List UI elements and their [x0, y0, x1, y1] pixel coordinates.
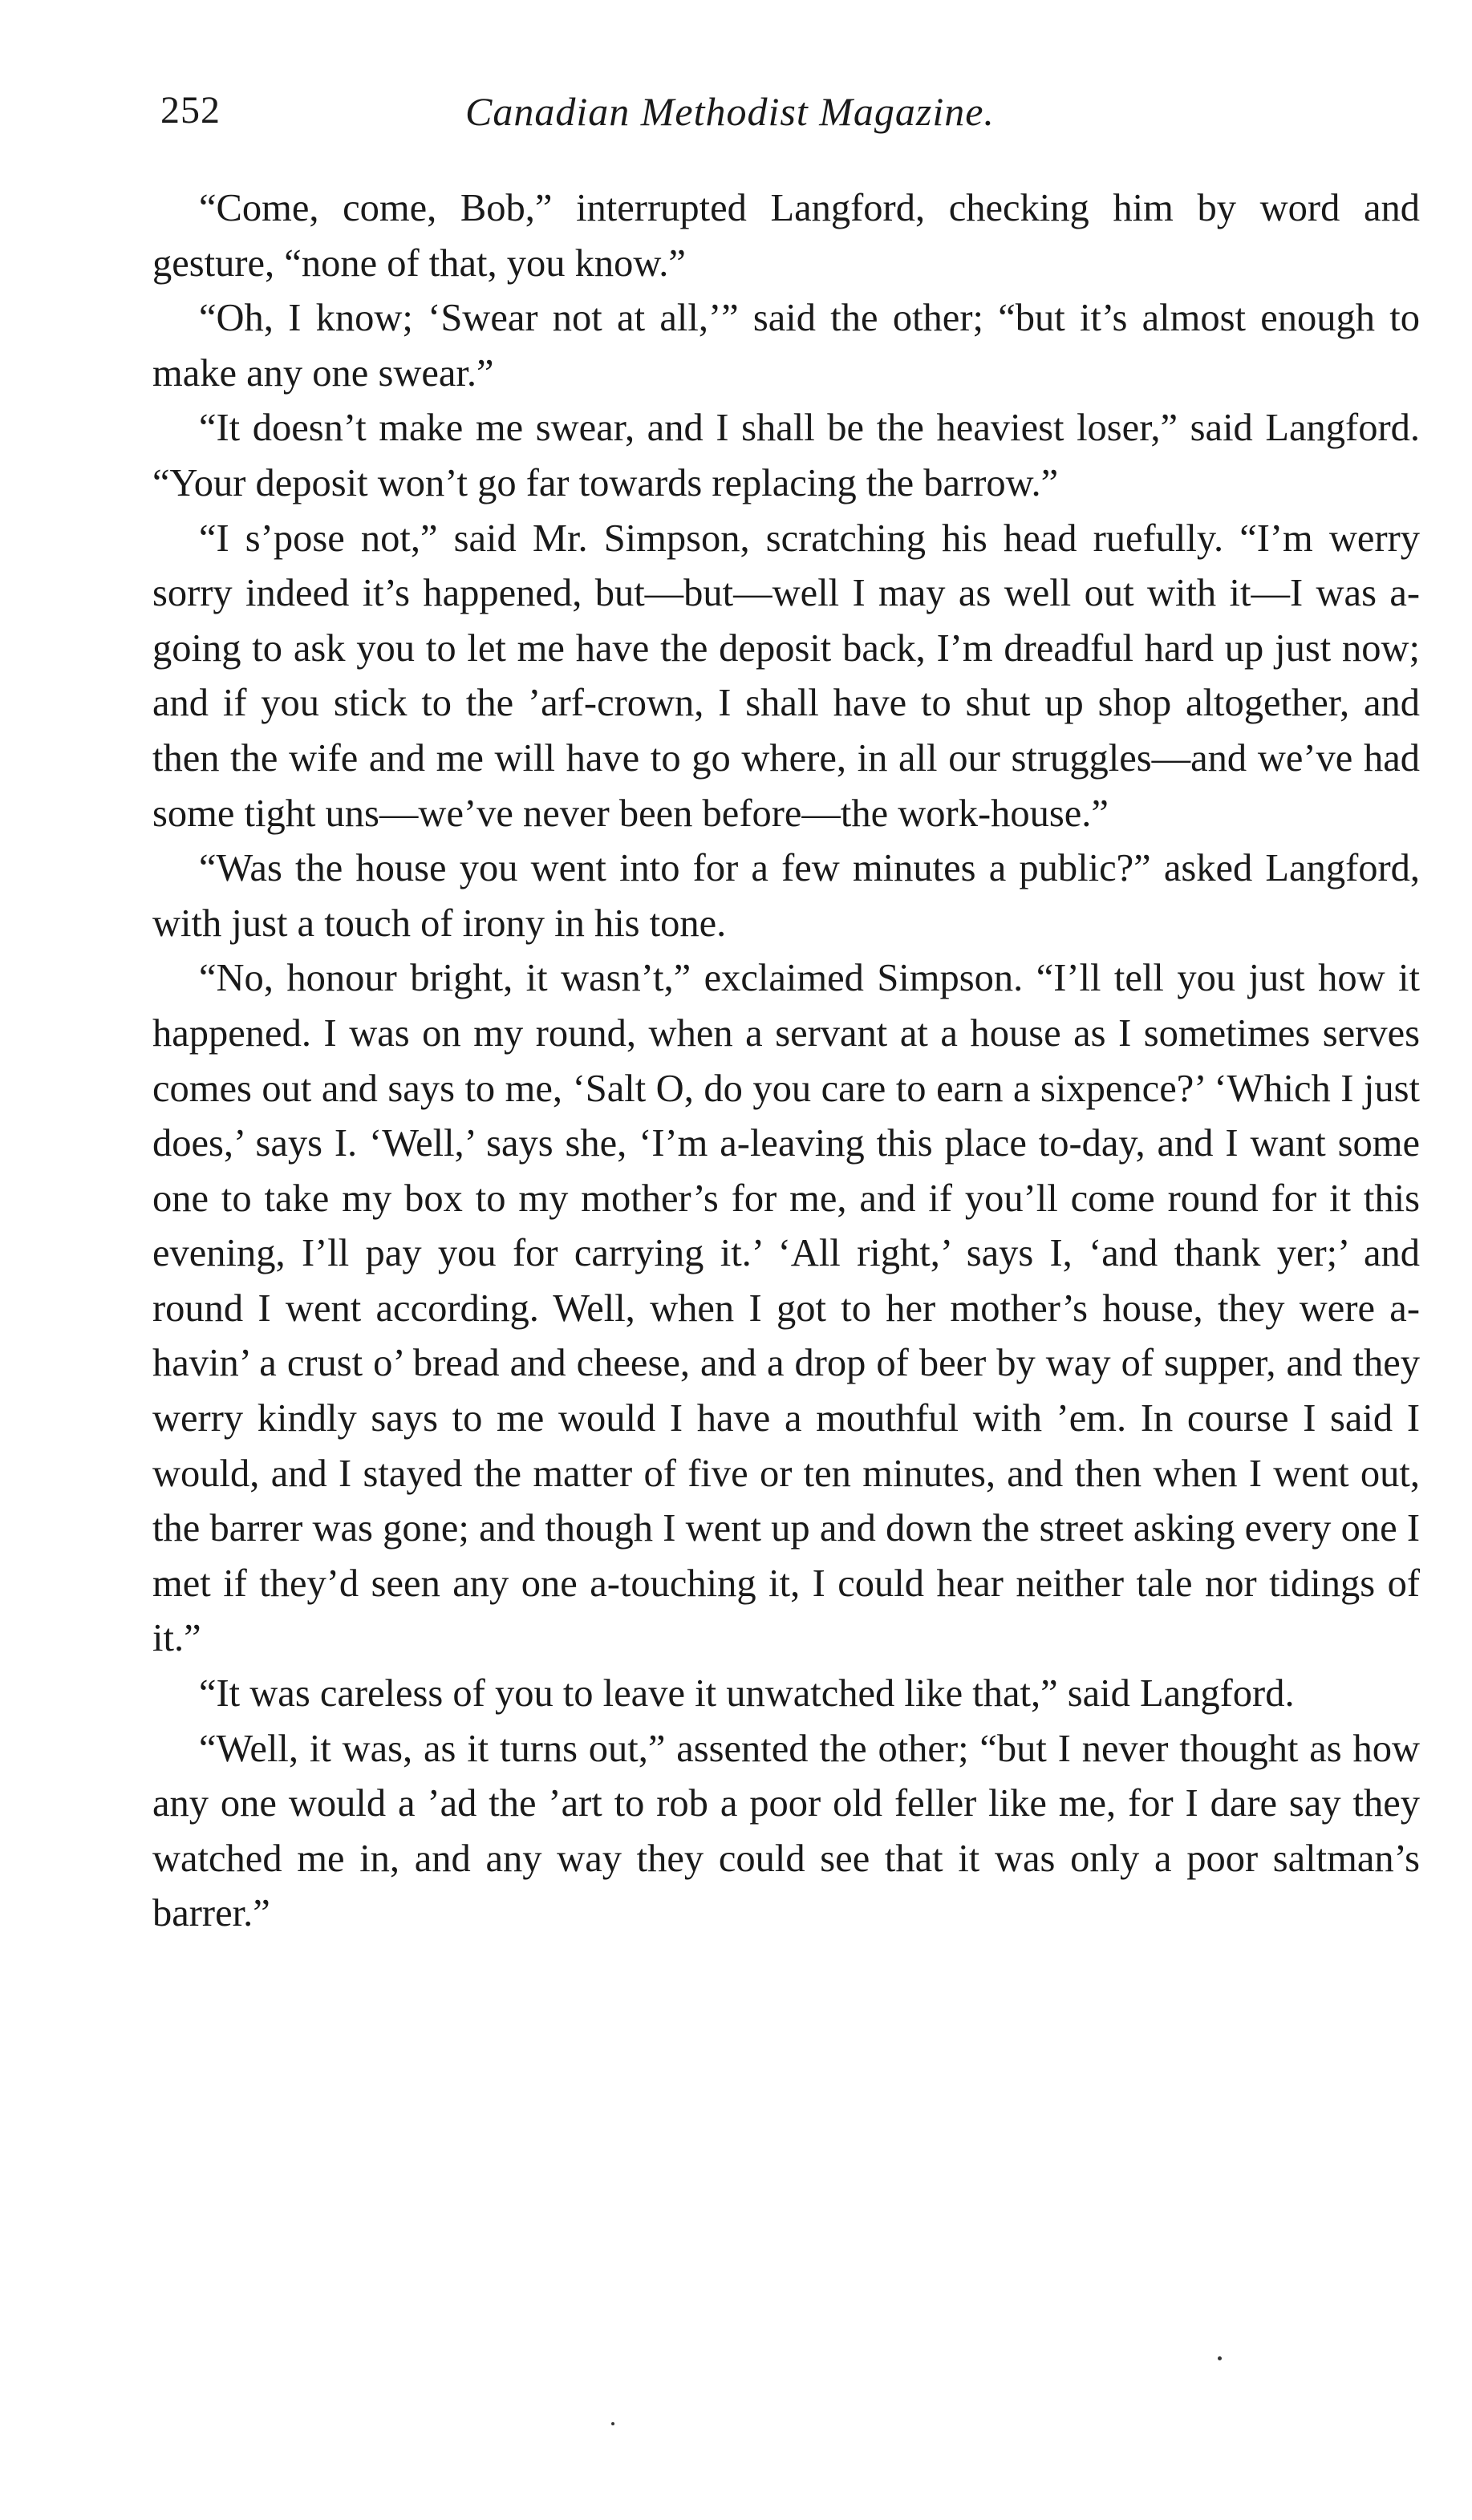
print-speck [611, 2422, 614, 2425]
paragraph: “I s’pose not,” said Mr. Simpson, scratching his head ruefully. “I’m werry sorry indeed it’s happened, but—but—well I may as well out with it—I was a-going to ask you to let me have the deposit back, I’m dreadful hard up just now; and if you stick to the ’arf-crown, I shall have to shut up shop altogether, and then the wife and me will have to go where, in all our struggles—and we’ve had some tight uns—we’ve never been before—the work-house.” [152, 517, 1420, 835]
print-speck [1218, 2356, 1222, 2360]
paragraph: “Come, come, Bob,” interrupted Langford, checking him by word and gesture, “none of that, you know.” [152, 187, 1420, 285]
page-number: 252 [160, 89, 221, 132]
body-text [152, 181, 1420, 1942]
running-head [152, 88, 1420, 152]
paragraph: “Well, it was, as it turns out,” assented the other; “but I never thought as how any one would a ’ad the ’art to rob a poor old feller like me, for I dare say they watched me in, and any way they could see that it was only a poor saltman’s barrer.” [152, 1727, 1420, 1935]
paragraph: “It doesn’t make me swear, and I shall be the heaviest loser,” said Langford. “Your deposit won’t go far towards replacing the barrow.” [152, 407, 1420, 504]
page-content [152, 88, 1420, 1942]
paragraph: “Was the house you went into for a few minutes a public?” asked Langford, with just a touch of irony in his tone. [152, 847, 1420, 945]
journal-title: Canadian Methodist Magazine. [465, 89, 995, 134]
paragraph: “It was careless of you to leave it unwatched like that,” said Langford. [199, 1672, 1295, 1716]
paragraph: “No, honour bright, it wasn’t,” exclaimed Simpson. “I’ll tell you just how it happened. I was on my round, when a servant at a house as I sometimes serves comes out and says to me, ‘Salt O, do you care to earn a sixpence?’ ‘Which I just does,’ says I. ‘Well,’ says she, ‘I’m a-leaving this place to-day, and I want some one to take my box to my mother’s for me, and if you’ll come round for it this evening, I’ll pay you for carrying it.’ ‘All right,’ says I, ‘and thank yer;’ and round I went according. Well, when I got to her mother’s house, they were a-havin’ a crust o’ bread and cheese, and a drop of beer by way of supper, and they werry kindly says to me would I have a mouthful with ’em. In course I said I would, and I stayed the matter of five or ten minutes, and then when I went out, the barrer was gone; and though I went up and down the street asking every one I met if they’d seen any one a-touching it, I could hear neither tale nor tidings of it.” [152, 957, 1420, 1660]
paragraph: “Oh, I know; ‘Swear not at all,’” said the other; “but it’s almost enough to make any one swear.” [152, 297, 1420, 395]
